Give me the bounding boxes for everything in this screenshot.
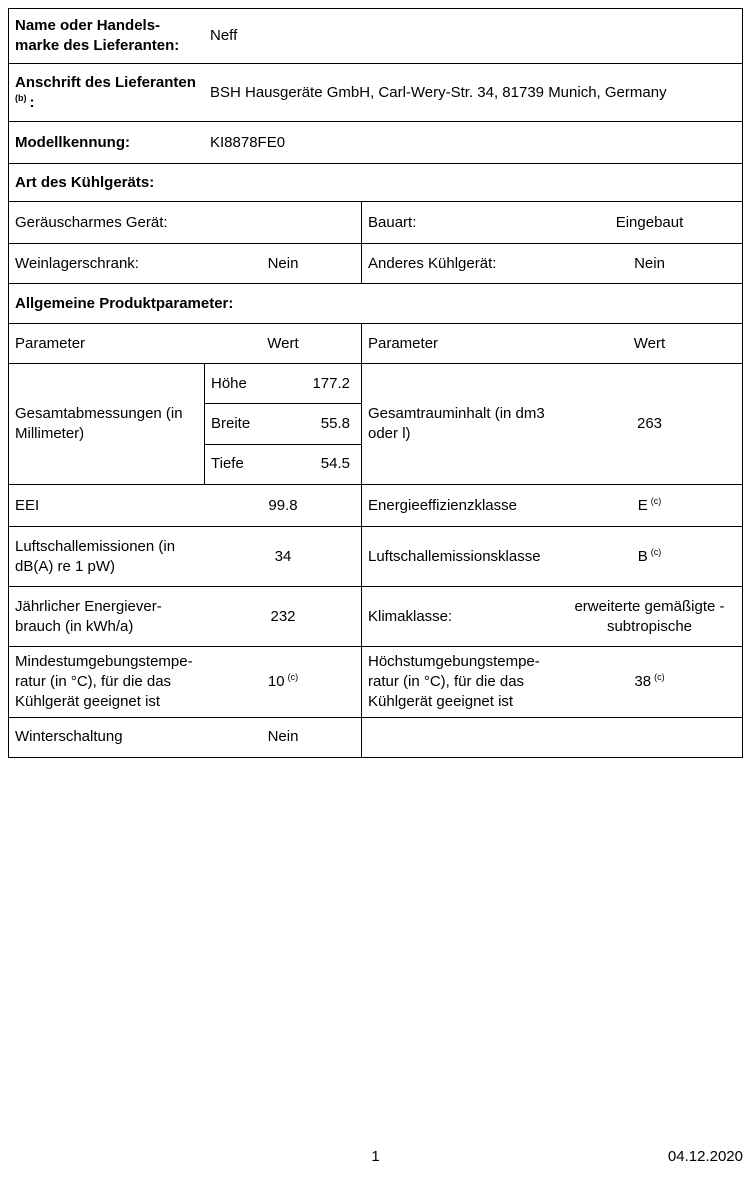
volume-cell-group <box>361 364 742 484</box>
wert-header-label-left: Wert <box>267 334 299 352</box>
footnote-c-marker: (c) <box>287 671 299 682</box>
winter-setting-label: Winterschaltung <box>15 728 123 746</box>
winter-setting-cell-group <box>9 718 361 757</box>
row-parameter-header <box>9 323 742 363</box>
energy-class-cell-group <box>361 485 742 526</box>
parameter-header-label-left: Parameter <box>15 334 86 352</box>
dimension-name: Tiefe <box>211 455 244 473</box>
footnote-c-marker: (c) <box>654 671 665 682</box>
eei-value: 99.8 <box>268 496 298 514</box>
climate-class-label: Klimaklasse: <box>368 607 453 625</box>
noise-class-value: B $^{(c)}$ <box>637 546 662 565</box>
lownoise-cell-group <box>9 202 361 243</box>
min-temp-label: Mindestumgebungstempe-ratur (in °C), für die das Kühlgerät geeignet ist <box>15 653 193 710</box>
row-supplier-name <box>9 9 742 63</box>
row-wine-other <box>9 243 742 283</box>
param-header-left <box>9 324 361 363</box>
volume-value: 263 <box>636 415 663 433</box>
noise-emission-label: Luftschallemissionen (in dB(A) re 1 pW) <box>15 537 176 575</box>
dimension-row-depth <box>205 444 361 484</box>
param-header-right <box>361 324 742 363</box>
row-model-id <box>9 121 742 163</box>
energy-class-label: Energieeffizienzklasse <box>368 496 517 514</box>
design-value: Eingebaut <box>615 213 684 231</box>
row-dimensions-volume <box>9 363 742 484</box>
product-info-table <box>8 8 743 758</box>
eei-label: EEI <box>15 496 40 514</box>
min-temp-value: 10 $^{(c)}$ <box>267 671 299 690</box>
winter-setting-value: Nein <box>267 728 299 746</box>
page-number: 1 <box>371 1148 380 1165</box>
other-fridge-cell-group <box>361 244 742 283</box>
supplier-address-label: Anschrift des Lieferanten $^{(b)}$ : <box>15 73 196 111</box>
supplier-name-label: Name oder Handels-marke des Lieferanten: <box>15 17 180 54</box>
annual-energy-value: 232 <box>270 607 296 625</box>
model-id-value: KI8878FE0 <box>210 133 286 151</box>
row-type-header <box>9 163 742 201</box>
row-energy-climate <box>9 586 742 646</box>
row-noise-noiseclass <box>9 526 742 586</box>
model-id-label: Modellkennung: <box>15 133 130 151</box>
type-section-header: Art des Kühlgeräts: <box>15 173 155 191</box>
wert-header-label-right: Wert <box>633 334 666 352</box>
document-date: 04.12.2020 <box>667 1148 743 1165</box>
wine-storage-value: Nein <box>267 254 299 272</box>
dimension-row-width <box>205 403 361 443</box>
row-general-header <box>9 283 742 323</box>
noise-class-label: Luftschallemissionsklasse <box>368 547 541 565</box>
parameter-header-label-right: Parameter <box>368 334 439 352</box>
wine-storage-label: Weinlagerschrank: <box>15 254 139 272</box>
annual-energy-cell-group <box>9 587 361 646</box>
dimension-row-height <box>205 364 361 403</box>
wine-cell-group <box>9 244 361 283</box>
design-cell-group <box>361 202 742 243</box>
row-supplier-address <box>9 63 742 121</box>
energy-class-value: E $^{(c)}$ <box>637 495 662 514</box>
dimensions-subtable <box>204 364 361 484</box>
noise-cell-group <box>9 527 361 586</box>
other-fridge-value: Nein <box>634 254 665 272</box>
dimension-value: 177.2 <box>312 374 350 392</box>
row-winter-setting <box>9 717 742 757</box>
dimension-value: 55.8 <box>320 415 350 433</box>
lownoise-value <box>205 202 361 243</box>
climate-class-value: erweiterte gemäßigte - subtropische <box>574 597 725 635</box>
footnote-c-marker: (c) <box>650 495 662 506</box>
dimension-name: Breite <box>211 415 251 433</box>
max-temp-value: 38 $^{(c)}$ <box>634 671 665 690</box>
row-eei-energyclass <box>9 484 742 526</box>
noise-emission-value: 34 <box>274 547 292 565</box>
climate-class-cell-group <box>361 587 742 646</box>
eei-cell-group <box>9 485 361 526</box>
noise-class-cell-group <box>361 527 742 586</box>
row-lownoise-design <box>9 201 742 243</box>
dimension-name: Höhe <box>211 374 247 392</box>
row-min-max-temp <box>9 646 742 717</box>
other-fridge-label: Anderes Kühlgerät: <box>368 254 497 272</box>
design-label: Bauart: <box>368 213 417 231</box>
page-footer <box>8 1147 743 1167</box>
empty-cell-group <box>361 718 742 757</box>
general-section-header: Allgemeine Produktparameter: <box>15 294 234 312</box>
volume-label: Gesamtrauminhalt (in dm3 oder l) <box>368 405 545 442</box>
footnote-b-marker: (b) <box>15 92 27 103</box>
lownoise-label: Geräuscharmes Gerät: <box>15 213 168 231</box>
supplier-address-value: BSH Hausgeräte GmbH, Carl-Wery-Str. 34, 81739 Munich, Germany <box>210 83 667 101</box>
max-temp-label: Höchstumgebungstempe-ratur (in °C), für die das Kühlgerät geeignet ist <box>368 653 540 710</box>
min-temp-cell-group <box>9 647 361 717</box>
dimension-value: 54.5 <box>320 455 350 473</box>
footnote-c-marker: (c) <box>650 546 662 557</box>
supplier-name-value: Neff <box>210 27 238 45</box>
annual-energy-label: Jährlicher Energiever-brauch (in kWh/a) <box>15 597 162 635</box>
empty-cell <box>362 718 742 757</box>
max-temp-cell-group <box>361 647 742 717</box>
dimensions-label: Gesamtabmessungen (in Millimeter) <box>15 405 183 442</box>
